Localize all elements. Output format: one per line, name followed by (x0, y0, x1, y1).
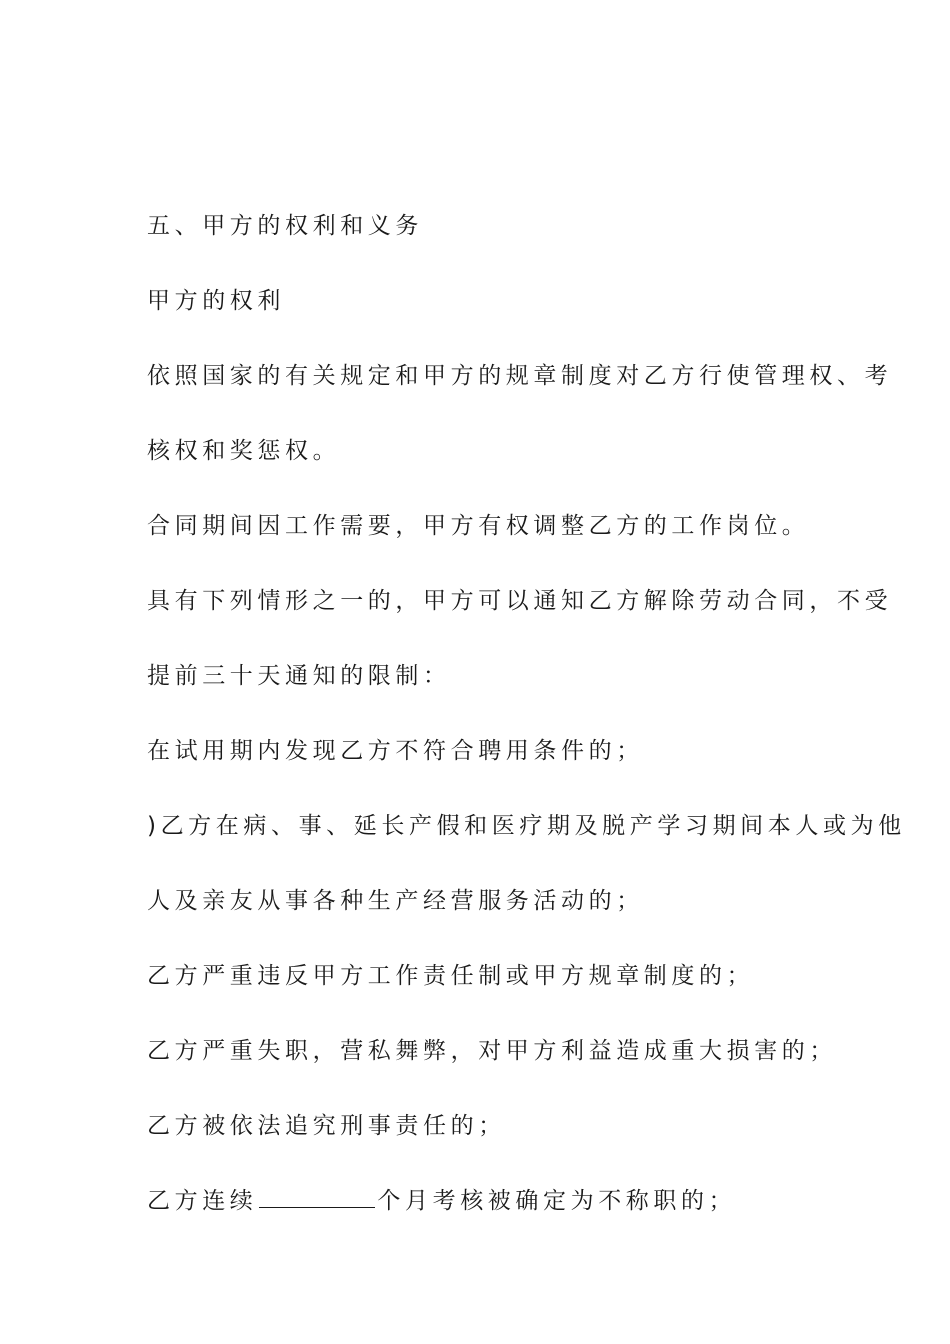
paragraph-line: 乙方被依法追究刑事责任的； (147, 1113, 506, 1139)
paragraph-line: 人及亲友从事各种生产经营服务活动的； (147, 888, 644, 914)
paragraph-line: 提前三十天通知的限制： (147, 663, 451, 689)
paragraph-line: 合同期间因工作需要，甲方有权调整乙方的工作岗位。 (147, 513, 810, 539)
paragraph-line: 在试用期内发现乙方不符合聘用条件的； (147, 738, 644, 764)
paragraph-line-with-blank (147, 1186, 827, 1216)
text-after-blank: 个月考核被确定为不称职的； (377, 1188, 737, 1214)
subsection-heading: 甲方的权利 (147, 288, 285, 314)
paragraph-line: )乙方在病、事、延长产假和医疗期及脱产学习期间本人或为他 (147, 813, 906, 839)
section-heading: 五、甲方的权利和义务 (147, 213, 423, 239)
text-before-blank: 乙方连续 (147, 1188, 258, 1214)
paragraph-line: 具有下列情形之一的，甲方可以通知乙方解除劳动合同，不受 (147, 588, 893, 614)
paragraph-line: 依照国家的有关规定和甲方的规章制度对乙方行使管理权、考 (147, 363, 893, 389)
paragraph-line: 乙方严重失职，营私舞弊，对甲方利益造成重大损害的； (147, 1038, 837, 1064)
fill-in-blank (259, 1187, 375, 1208)
paragraph-line: 核权和奖惩权。 (147, 438, 341, 464)
paragraph-line: 乙方严重违反甲方工作责任制或甲方规章制度的； (147, 963, 755, 989)
